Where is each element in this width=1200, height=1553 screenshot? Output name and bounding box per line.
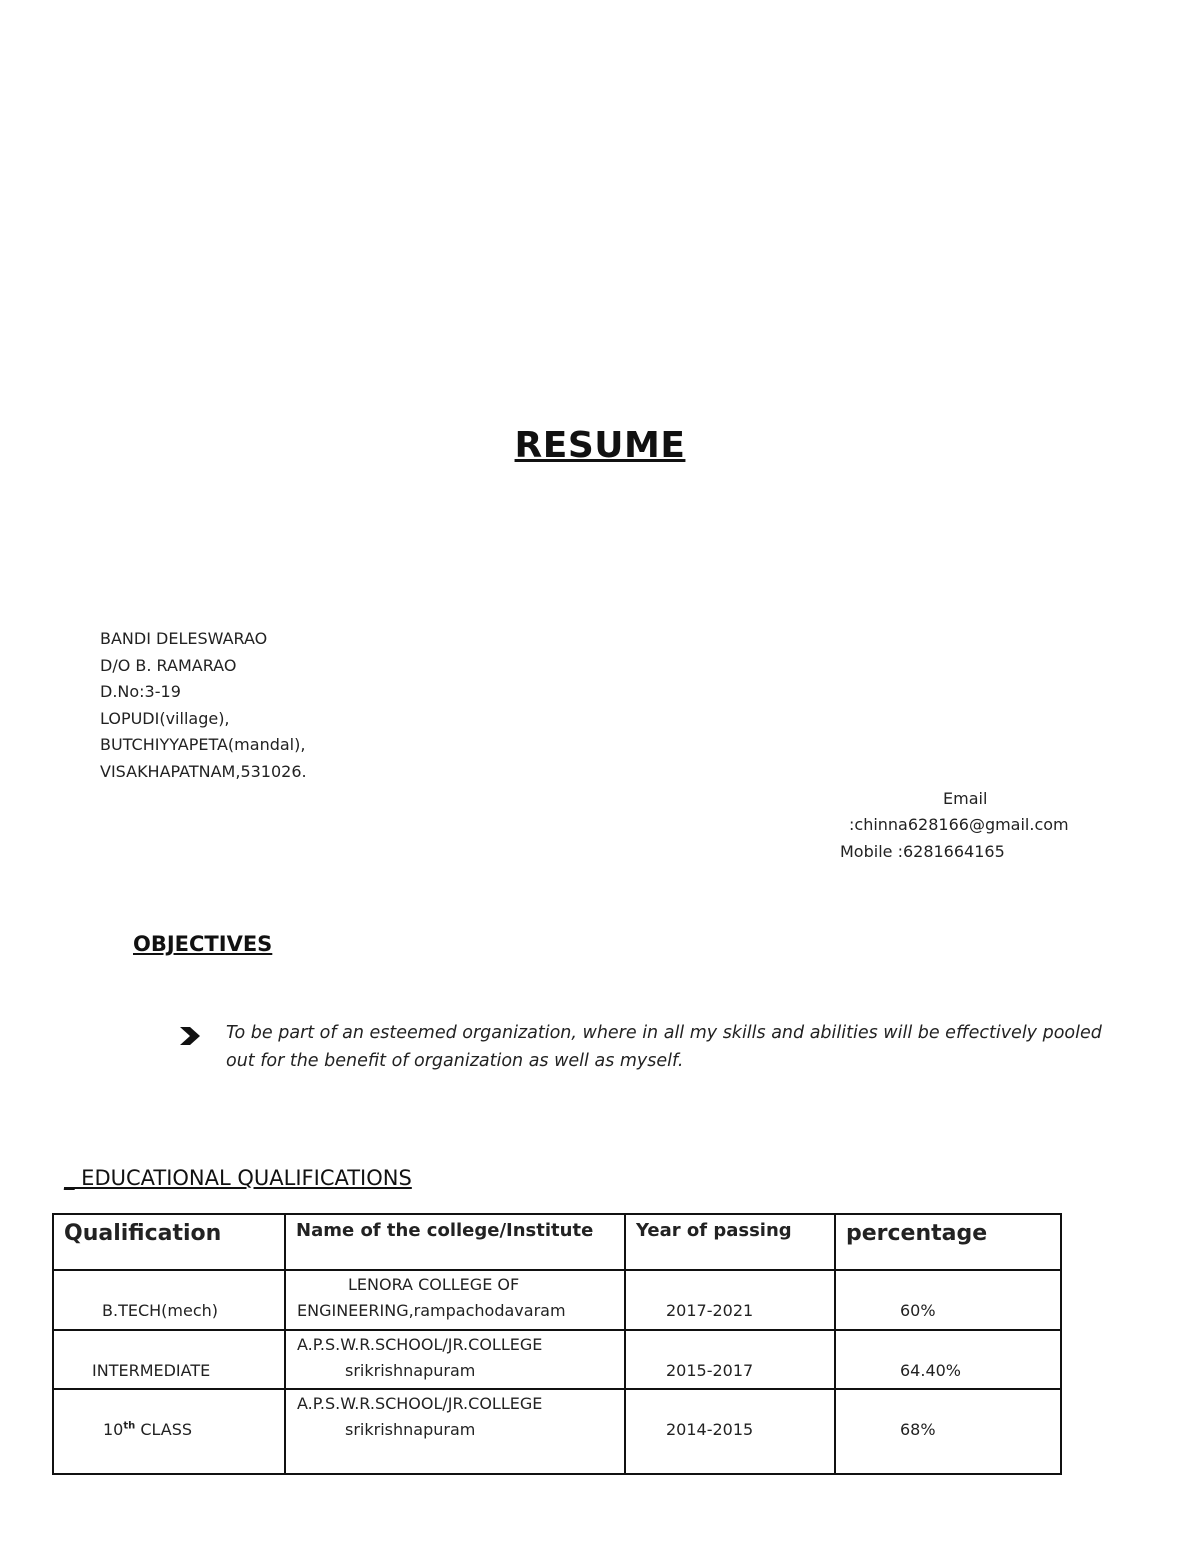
- chevron-bullet-icon: [178, 1024, 206, 1048]
- page-title: RESUME: [514, 425, 686, 466]
- table-row: [53, 1270, 1061, 1330]
- year-text: 2014-2015: [666, 1420, 754, 1439]
- table-header-row: [53, 1214, 1061, 1270]
- applicant-relation: D/O B. RAMARAO: [100, 655, 237, 675]
- institute-line-2: srikrishnapuram: [345, 1420, 476, 1439]
- institute-cell: [285, 1270, 625, 1330]
- education-table: [52, 1213, 1062, 1475]
- email-label: Email: [943, 789, 988, 808]
- header-institute: Name of the college/Institute: [285, 1214, 625, 1270]
- year-cell: [625, 1389, 835, 1474]
- institute-line-1: A.P.S.W.R.SCHOOL/JR.COLLEGE: [297, 1394, 543, 1413]
- mobile-number: Mobile :6281664165: [840, 842, 1005, 861]
- percentage-cell: [835, 1330, 1061, 1389]
- header-qualification: Qualification: [53, 1214, 285, 1270]
- mandal: BUTCHIYYAPETA(mandal),: [100, 735, 306, 755]
- city: VISAKHAPATNAM,531026.: [100, 761, 307, 781]
- institute-cell: [285, 1330, 625, 1389]
- door-number: D.No:3-19: [100, 682, 181, 702]
- institute-line-1: A.P.S.W.R.SCHOOL/JR.COLLEGE: [297, 1335, 543, 1354]
- qualification-cell: [53, 1270, 285, 1330]
- objective-line-1: To be part of an esteemed organization, where in all my skills and abilities will be effectively pooled: [226, 1023, 1102, 1043]
- percentage-cell: [835, 1389, 1061, 1474]
- address-block: [100, 626, 307, 786]
- applicant-name: BANDI DELESWARAO: [100, 629, 268, 648]
- percentage-text: 64.40%: [900, 1361, 962, 1380]
- table-row: [53, 1330, 1061, 1389]
- year-cell: [625, 1330, 835, 1389]
- year-cell: [625, 1270, 835, 1330]
- institute-cell: [285, 1389, 625, 1474]
- year-text: 2015-2017: [666, 1361, 754, 1380]
- header-year: Year of passing: [625, 1214, 835, 1270]
- objective-text: [226, 1019, 1176, 1075]
- institute-line-2: ENGINEERING,rampachodavaram: [297, 1301, 566, 1320]
- percentage-text: 60%: [900, 1301, 936, 1320]
- percentage-cell: [835, 1270, 1061, 1330]
- header-percentage: percentage: [835, 1214, 1061, 1270]
- education-heading: _ EDUCATIONAL QUALIFICATIONS: [64, 1166, 412, 1190]
- qualification-text: 10th CLASS: [103, 1420, 193, 1439]
- qualification-cell: [53, 1389, 285, 1474]
- objectives-heading: OBJECTIVES: [133, 932, 273, 956]
- institute-line-1: LENORA COLLEGE OF: [348, 1275, 520, 1294]
- institute-line-2: srikrishnapuram: [345, 1361, 476, 1380]
- email-value: :chinna628166@gmail.com: [849, 815, 1069, 834]
- qualification-text: B.TECH(mech): [102, 1301, 218, 1320]
- objective-line-2: out for the benefit of organization as well as myself.: [226, 1051, 684, 1071]
- percentage-text: 68%: [900, 1420, 936, 1439]
- qualification-text: INTERMEDIATE: [92, 1361, 211, 1380]
- year-text: 2017-2021: [666, 1301, 754, 1320]
- village: LOPUDI(village),: [100, 708, 230, 728]
- qualification-cell: [53, 1330, 285, 1389]
- table-row: [53, 1389, 1061, 1474]
